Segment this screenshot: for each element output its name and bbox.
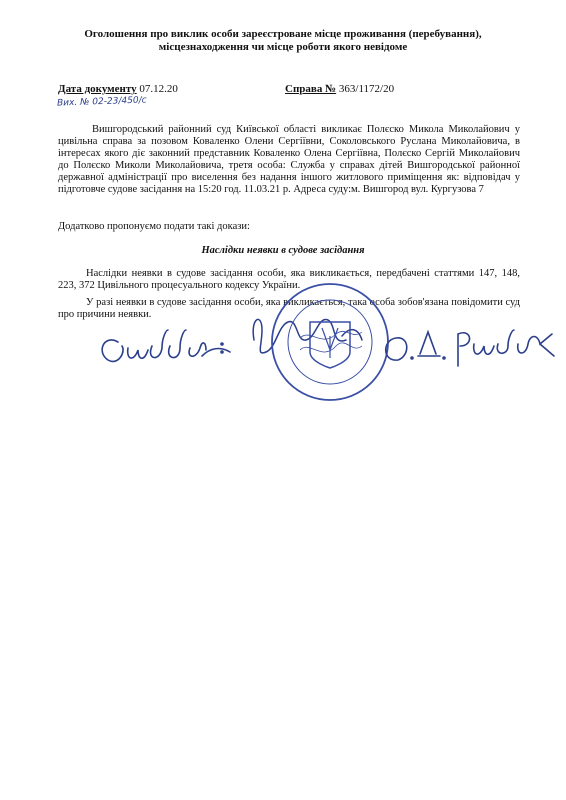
section-heading: Наслідки неявки в судове засідання (201, 245, 365, 256)
document-title (40, 28, 526, 54)
summons-paragraph: Вишгородський районний суд Київської області викликає Полєско Микола Миколайович у цивільна справа за позовом Коваленко Олени Сергіївни, Соколовського Руслана Миколайовича, в інтересах якого діє законний представник Коваленко Олена Сергіївна, Полєско Сергій Миколайович до Полєско Миколи Миколайовича, третя особа: Служба у справах дітей Вишгородської районної державної адміністрації про виселення без надання іншого житлового приміщення як: відповідач у підготовче судове засідання на 15:20 год. 11.03.21 р. Адреса суду:м. Вишгород вул. Кургузова 7 (58, 124, 520, 195)
document-date (58, 83, 178, 95)
judge-signature (102, 330, 230, 361)
date-label: Дата документу (58, 83, 137, 95)
case-value: 363/1172/20 (338, 83, 395, 95)
case-number (285, 83, 394, 95)
notice-paragraph: У разі неявки в судове засідання особи, яка викликається, така особа зобов'язана повідомити суд про причини неявки. (58, 297, 520, 320)
title-line-1: Оголошення про виклик особи зареєстроване місце проживання (перебування), (84, 28, 482, 40)
name-signature (386, 330, 554, 366)
registration-note: Вих. № 02-23/450/с (56, 95, 147, 109)
title-line-2: місцезнаходження чи місце роботи якого невідоме (158, 41, 408, 53)
date-value: 07.12.20 (139, 83, 178, 95)
consequences-paragraph: Наслідки неявки в судове засідання особи, яка викликається, передбачені статтями 147, 148, 223, 372 Цивільного процесуального кодексу України. (58, 268, 520, 291)
scribble-signature (253, 319, 362, 352)
extra-evidence-line: Додатково пропонуємо подати такі докази: (58, 221, 250, 232)
case-label: Справа № (285, 83, 337, 95)
